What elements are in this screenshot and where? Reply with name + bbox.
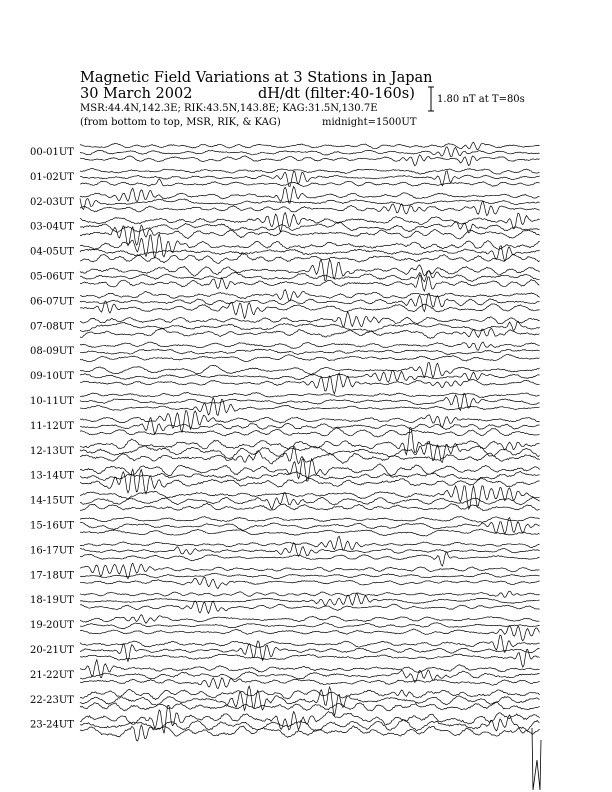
trace-07-08UT-RIK: [80, 321, 540, 331]
row-label-17-18UT: 17-18UT: [30, 570, 74, 582]
scale-bar: [428, 87, 434, 111]
midnight-note: midnight=1500UT: [322, 117, 417, 128]
trace-order-note: (from bottom to top, MSR, RIK, & KAG): [80, 117, 281, 128]
trace-17-18UT-MSR: [80, 577, 540, 588]
row-label-22-23UT: 22-23UT: [30, 694, 74, 706]
trace-20-21UT-KAG: [80, 635, 540, 652]
trace-22-23UT-MSR: [80, 702, 540, 711]
trace-21-22UT-MSR: [80, 678, 540, 689]
trace-09-10UT-RIK: [80, 370, 540, 382]
trace-00-01UT-MSR: [80, 155, 540, 166]
row-label-04-05UT: 04-05UT: [30, 246, 74, 258]
row-label-01-02UT: 01-02UT: [30, 171, 74, 183]
row-label-12-13UT: 12-13UT: [30, 445, 74, 457]
trace-22-23UT-RIK: [80, 686, 540, 716]
row-label-15-16UT: 15-16UT: [30, 520, 74, 532]
row-label-10-11UT: 10-11UT: [30, 396, 74, 407]
trace-17-18UT-RIK: [80, 573, 540, 579]
row-label-05-06UT: 05-06UT: [30, 271, 74, 283]
scale-bar-label: 1.80 nT at T=80s: [437, 94, 525, 105]
chart-date: 30 March 2002: [80, 86, 193, 102]
row-label-09-10UT: 09-10UT: [30, 371, 74, 383]
trace-08-09UT-KAG: [80, 342, 540, 350]
trace-20-21UT-RIK: [80, 641, 540, 661]
trace-07-08UT-MSR: [80, 328, 540, 338]
row-label-00-01UT: 00-01UT: [30, 147, 74, 158]
trace-16-17UT-MSR: [80, 552, 540, 566]
row-label-19-20UT: 19-20UT: [30, 620, 74, 632]
trace-01-02UT-MSR: [80, 179, 540, 187]
trace-20-21UT-MSR: [80, 649, 540, 667]
trace-19-20UT-KAG: [80, 615, 540, 624]
row-label-20-21UT: 20-21UT: [30, 645, 74, 656]
row-label-06-07UT: 06-07UT: [30, 296, 74, 308]
trace-08-09UT-MSR: [80, 354, 540, 361]
trace-00-01UT-RIK: [80, 147, 540, 157]
chart-quantity: dH/dt (filter:40-160s): [258, 86, 415, 102]
trace-12-13UT-KAG: [80, 427, 540, 454]
trace-22-23UT-KAG: [80, 689, 540, 699]
trace-13-14UT-MSR: [80, 469, 540, 494]
trace-12-13UT-RIK: [80, 441, 540, 462]
trace-01-02UT-KAG: [80, 169, 540, 175]
trace-06-07UT-MSR: [80, 301, 540, 318]
trace-18-19UT-RIK: [80, 594, 540, 606]
trace-19-20UT-MSR: [80, 625, 540, 640]
row-label-07-08UT: 07-08UT: [30, 321, 74, 333]
row-label-08-09UT: 08-09UT: [30, 346, 74, 358]
trace-08-09UT-RIK: [80, 349, 540, 355]
row-label-03-04UT: 03-04UT: [30, 221, 74, 233]
trace-18-19UT-MSR: [80, 601, 540, 613]
row-label-11-12UT: 11-12UT: [30, 420, 74, 432]
trace-11-12UT-KAG: [80, 411, 540, 432]
trace-04-05UT-MSR: [80, 253, 540, 263]
trace-11-12UT-MSR: [80, 428, 540, 437]
trace-09-10UT-KAG: [80, 362, 540, 377]
station-coordinates: MSR:44.4N,142.3E; RIK:43.5N,143.8E; KAG:31.5N,130.7E: [80, 103, 378, 114]
row-label-21-22UT: 21-22UT: [30, 669, 74, 681]
trace-00-01UT-KAG: [80, 142, 540, 150]
trace-10-11UT-KAG: [80, 393, 540, 398]
trace-03-04UT-RIK: [80, 222, 540, 233]
trace-04-05UT-RIK: [80, 246, 540, 261]
row-label-14-15UT: 14-15UT: [30, 495, 74, 507]
trace-tail-spike: [532, 728, 541, 790]
row-label-18-19UT: 18-19UT: [30, 595, 74, 607]
trace-19-20UT-RIK: [80, 623, 540, 629]
trace-15-16UT-MSR: [80, 529, 540, 536]
row-label-02-03UT: 02-03UT: [30, 196, 74, 208]
row-label-23-24UT: 23-24UT: [30, 719, 74, 731]
trace-15-16UT-KAG: [80, 516, 540, 522]
chart-title: Magnetic Field Variations at 3 Stations in Japan: [80, 70, 433, 86]
trace-18-19UT-KAG: [80, 591, 540, 597]
trace-16-17UT-KAG: [80, 536, 540, 550]
trace-10-11UT-MSR: [80, 398, 540, 416]
trace-02-03UT-MSR: [80, 201, 540, 215]
row-label-13-14UT: 13-14UT: [30, 470, 74, 482]
row-label-16-17UT: 16-17UT: [30, 545, 74, 557]
trace-06-07UT-RIK: [80, 293, 540, 311]
trace-09-10UT-MSR: [80, 373, 540, 394]
